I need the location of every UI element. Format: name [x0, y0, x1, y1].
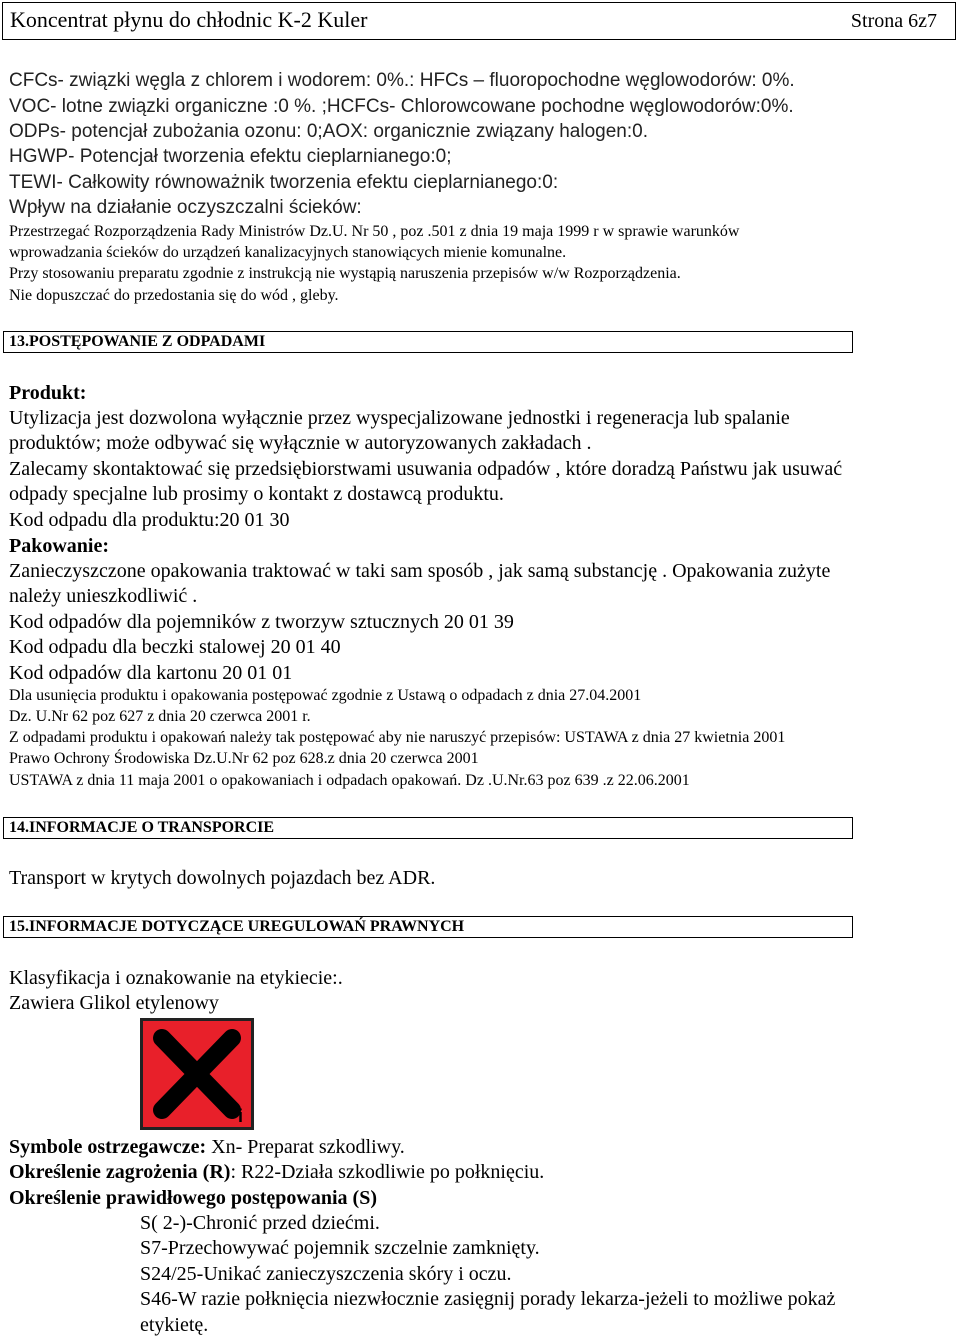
- hazard-letter: i: [238, 1106, 244, 1126]
- regulation-line-2: wprowadzania ścieków do urządzeń kanalizacyjnych stanowiących mienie komunalne.: [9, 244, 567, 261]
- harmful-cross-icon: [140, 1018, 254, 1130]
- legal-note-5: USTAWA z dnia 11 maja 2001 o opakowaniach i odpadach opakowań. Dz .U.Nr.63 poz 639 .z 22.06.2001: [9, 772, 690, 789]
- tewi-line: TEWI- Całkowity równoważnik tworzenia efektu cieplarnianego:0:: [9, 172, 559, 193]
- safety-phrase-label: Określenie prawidłowego postępowania (S): [9, 1187, 377, 1209]
- contains-line: Zawiera Glikol etylenowy: [9, 992, 219, 1014]
- section-13-heading-box: [3, 331, 853, 353]
- document-title: Koncentrat płynu do chłodnic K-2 Kuler: [10, 7, 368, 32]
- product-label: Produkt:: [9, 382, 87, 404]
- wastewater-impact-line: Wpływ na działanie oczyszczalni ścieków:: [9, 197, 362, 218]
- page-number: Strona 6z7: [850, 10, 937, 32]
- legal-note-2: Dz. U.Nr 62 poz 627 z dnia 20 czerwca 2001 r.: [9, 708, 311, 725]
- disposal-text-3: Zalecamy skontaktować się przedsiębiorstwami usuwania odpadów , które doradzą Państwu jak usuwać: [9, 458, 843, 480]
- regulation-line-3: Przy stosowaniu preparatu zgodnie z instrukcją nie wystąpią naruszenia przepisów w/w Rozporządzenia.: [9, 265, 681, 282]
- disposal-text-1: Utylizacja jest dozwolona wyłącznie przez wyspecjalizowane jednostki i regeneracja lub spalanie: [9, 407, 790, 429]
- plastic-waste-code: Kod odpadów dla pojemników z tworzyw sztucznych 20 01 39: [9, 611, 514, 633]
- section-15-heading-box: [3, 916, 853, 938]
- legal-note-4: Prawo Ochrony Środowiska Dz.U.Nr 62 poz 628.z dnia 20 czerwca 2001: [9, 750, 479, 767]
- packaging-text-1: Zanieczyszczone opakowania traktować w taki sam sposób , jak samą substancję . Opakowania zużyte: [9, 560, 831, 582]
- risk-phrase-value: : R22-Działa szkodliwie po połknięciu.: [230, 1161, 545, 1183]
- risk-phrase-label: Określenie zagrożenia (R): [9, 1161, 231, 1183]
- classification-line: Klasyfikacja i oznakowanie na etykiecie:.: [9, 967, 343, 989]
- page-header: [2, 2, 956, 40]
- warning-symbols-label: Symbole ostrzegawcze:: [9, 1136, 207, 1158]
- legal-note-1: Dla usunięcia produktu i opakowania postępować zgodnie z Ustawą o odpadach z dnia 27.04.2001: [9, 687, 642, 704]
- safety-phrase-item: S7-Przechowywać pojemnik szczelnie zamknięty.: [140, 1237, 540, 1259]
- section-14-heading-box: [3, 817, 853, 839]
- voc-line: VOC- lotne związki organiczne :0 %. ;HCFCs- Chlorowcowane pochodne węglowodorów:0%.: [9, 96, 794, 117]
- packaging-text-2: należy unieszkodliwić .: [9, 585, 198, 607]
- warning-symbols-line: [9, 1136, 405, 1159]
- disposal-text-2: produktów; może odbywać się wyłącznie w autoryzowanych zakładach .: [9, 432, 592, 454]
- steel-drum-waste-code: Kod odpadu dla beczki stalowej 20 01 40: [9, 636, 341, 658]
- section-13-heading: 13.POSTĘPOWANIE Z ODPADAMI: [9, 333, 266, 350]
- odps-line: ODPs- potencjał zubożania ozonu: 0;AOX: organicznie związany halogen:0.: [9, 121, 648, 142]
- carton-waste-code: Kod odpadów dla kartonu 20 01 01: [9, 662, 293, 684]
- packaging-label: Pakowanie:: [9, 535, 109, 557]
- transport-text: Transport w krytych dowolnych pojazdach bez ADR.: [9, 867, 436, 889]
- section-14-heading: 14.INFORMACJE O TRANSPORCIE: [9, 819, 275, 836]
- regulation-line-4: Nie dopuszczać do przedostania się do wód , gleby.: [9, 287, 339, 304]
- cfcs-line: CFCs- związki węgla z chlorem i wodorem: 0%.: HFCs – fluoropochodne węglowodorów: 0%.: [9, 70, 795, 91]
- safety-phrase-item: S( 2-)-Chronić przed dziećmi.: [140, 1212, 380, 1234]
- safety-phrase-item: S46-W razie połknięcia niezwłocznie zasięgnij porady lekarza-jeżeli to możliwe pokaż: [140, 1288, 836, 1310]
- warning-symbols-value: Xn- Preparat szkodliwy.: [206, 1136, 405, 1158]
- safety-phrase-item: etykietę.: [140, 1314, 209, 1336]
- hgwp-line: HGWP- Potencjał tworzenia efektu cieplarnianego:0;: [9, 146, 452, 167]
- product-waste-code: Kod odpadu dla produktu:20 01 30: [9, 509, 290, 531]
- disposal-text-4: odpady specjalne lub prosimy o kontakt z dostawcą produktu.: [9, 483, 504, 505]
- regulation-line-1: Przestrzegać Rozporządzenia Rady Ministrów Dz.U. Nr 50 , poz .501 z dnia 19 maja 1999 r w sprawie warunków: [9, 223, 740, 240]
- safety-phrase-item: S24/25-Unikać zanieczyszczenia skóry i oczu.: [140, 1263, 512, 1285]
- risk-phrase-line: [9, 1161, 544, 1184]
- legal-note-3: Z odpadami produktu i opakowań należy tak postępować aby nie naruszyć przepisów: USTAWA z dnia 27 kwietnia 2001: [9, 729, 786, 746]
- section-15-heading: 15.INFORMACJE DOTYCZĄCE UREGULOWAŃ PRAWNYCH: [9, 918, 465, 935]
